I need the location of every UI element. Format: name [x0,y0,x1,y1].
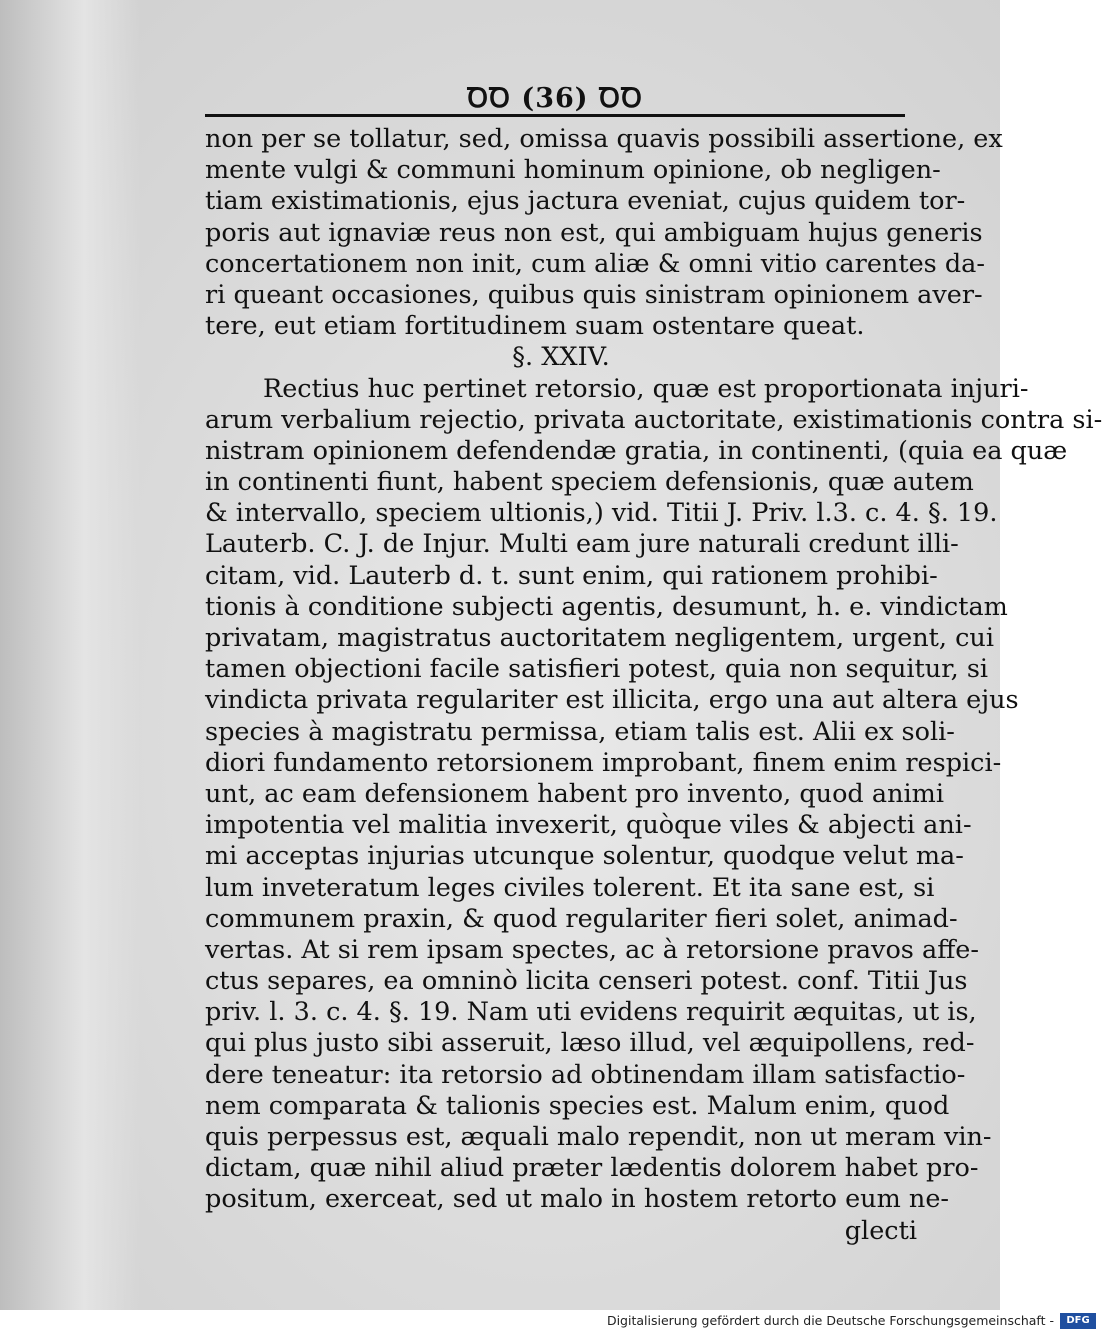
text-line: Rectius huc pertinet retorsio, quæ est proportionata injuri- [263,373,1029,404]
section-heading: §. XXIV. [512,342,610,373]
text-line: species à magistratu permissa, etiam talis est. Alii ex soli- [205,716,955,747]
text-line: diori fundamento retorsionem improbant, finem enim respici- [205,747,1002,778]
dfg-logo: DFG [1060,1313,1096,1329]
text-line: dictam, quæ nihil aliud præter lædentis dolorem habet pro- [205,1153,979,1184]
text-line: nem comparata & talionis species est. Malum enim, quod [205,1090,950,1121]
text-line: lum inveteratum leges civiles tolerent. Et ita sane est, si [205,872,935,903]
text-line: & intervallo, speciem ultionis,) vid. Titii J. Priv. l.3. c. 4. §. 19. [205,498,998,529]
text-line: quis perpessus est, æquali malo rependit, non ut meram vin- [205,1122,992,1152]
text-line: tiam existimationis, ejus jactura eveniat, cujus quidem tor- [205,186,966,217]
text-line: vertas. At si rem ipsam spectes, ac à retorsione pravos affe- [205,934,980,965]
text-line: privatam, magistratus auctoritatem negligentem, urgent, cui [205,623,994,653]
text-line: impotentia vel malitia invexerit, quòque viles & abjecti ani- [205,810,972,841]
page-shadow [0,0,140,1310]
text-line: ri queant occasiones, quibus quis sinistram opinionem aver- [205,279,983,310]
header-rule [205,114,905,117]
text-line: mi acceptas injurias utcunque solentur, quodque velut ma- [205,841,964,872]
text-line: Lauterb. C. J. de Injur. Multi eam jure naturali credunt illi- [205,529,959,560]
text-line: dere teneatur: ita retorsio ad obtinendam illam satisfactio- [205,1059,966,1090]
page-number: ꝹꝹ (36) ꝹꝹ [467,83,643,114]
text-line: tamen objectioni facile satisfieri potest, quia non sequitur, si [205,654,989,685]
catchword: glecti [844,1215,917,1246]
running-header [205,74,905,120]
digitization-footer [0,1310,1102,1333]
text-line: priv. l. 3. c. 4. §. 19. Nam uti evidens requirit æquitas, ut is, [205,997,977,1028]
body-text [205,124,1102,1247]
text-line: ctus separes, ea omninò licita censeri potest. conf. Titii Jus [205,966,968,997]
text-line: concertationem non init, cum aliæ & omni vitio carentes da- [205,248,986,279]
text-line: mente vulgi & communi hominum opinione, ob negligen- [205,155,941,186]
text-line: in continenti fiunt, habent speciem defensionis, quæ autem [205,467,974,498]
text-line: communem praxin, & quod regulariter fieri solet, animad- [205,903,958,934]
text-line: tere, eut etiam fortitudinem suam ostentare queat. [205,311,865,342]
text-line: arum verbalium rejectio, privata auctoritate, existimationis contra si- [205,404,1102,435]
text-line: vindicta privata regulariter est illicita, ergo una aut altera ejus [205,685,1019,716]
text-line: positum, exerceat, sed ut malo in hostem retorto eum ne- [205,1184,950,1215]
text-line: non per se tollatur, sed, omissa quavis possibili assertione, ex [205,124,1003,154]
text-line: qui plus justo sibi asseruit, læso illud, vel æquipollens, red- [205,1028,975,1059]
text-line: poris aut ignaviæ reus non est, qui ambiguam hujus generis [205,217,983,248]
text-line: unt, ac eam defensionem habent pro invento, quod animi [205,778,944,809]
funding-credit: Digitalisierung gefördert durch die Deutsche Forschungsgemeinschaft - [606,1313,1054,1328]
text-line: nistram opinionem defendendæ gratia, in continenti, (quia ea quæ [205,435,1068,466]
text-line: tionis à conditione subjecti agentis, desumunt, h. e. vindictam [205,591,1008,622]
text-line: citam, vid. Lauterb d. t. sunt enim, qui rationem prohibi- [205,560,938,591]
